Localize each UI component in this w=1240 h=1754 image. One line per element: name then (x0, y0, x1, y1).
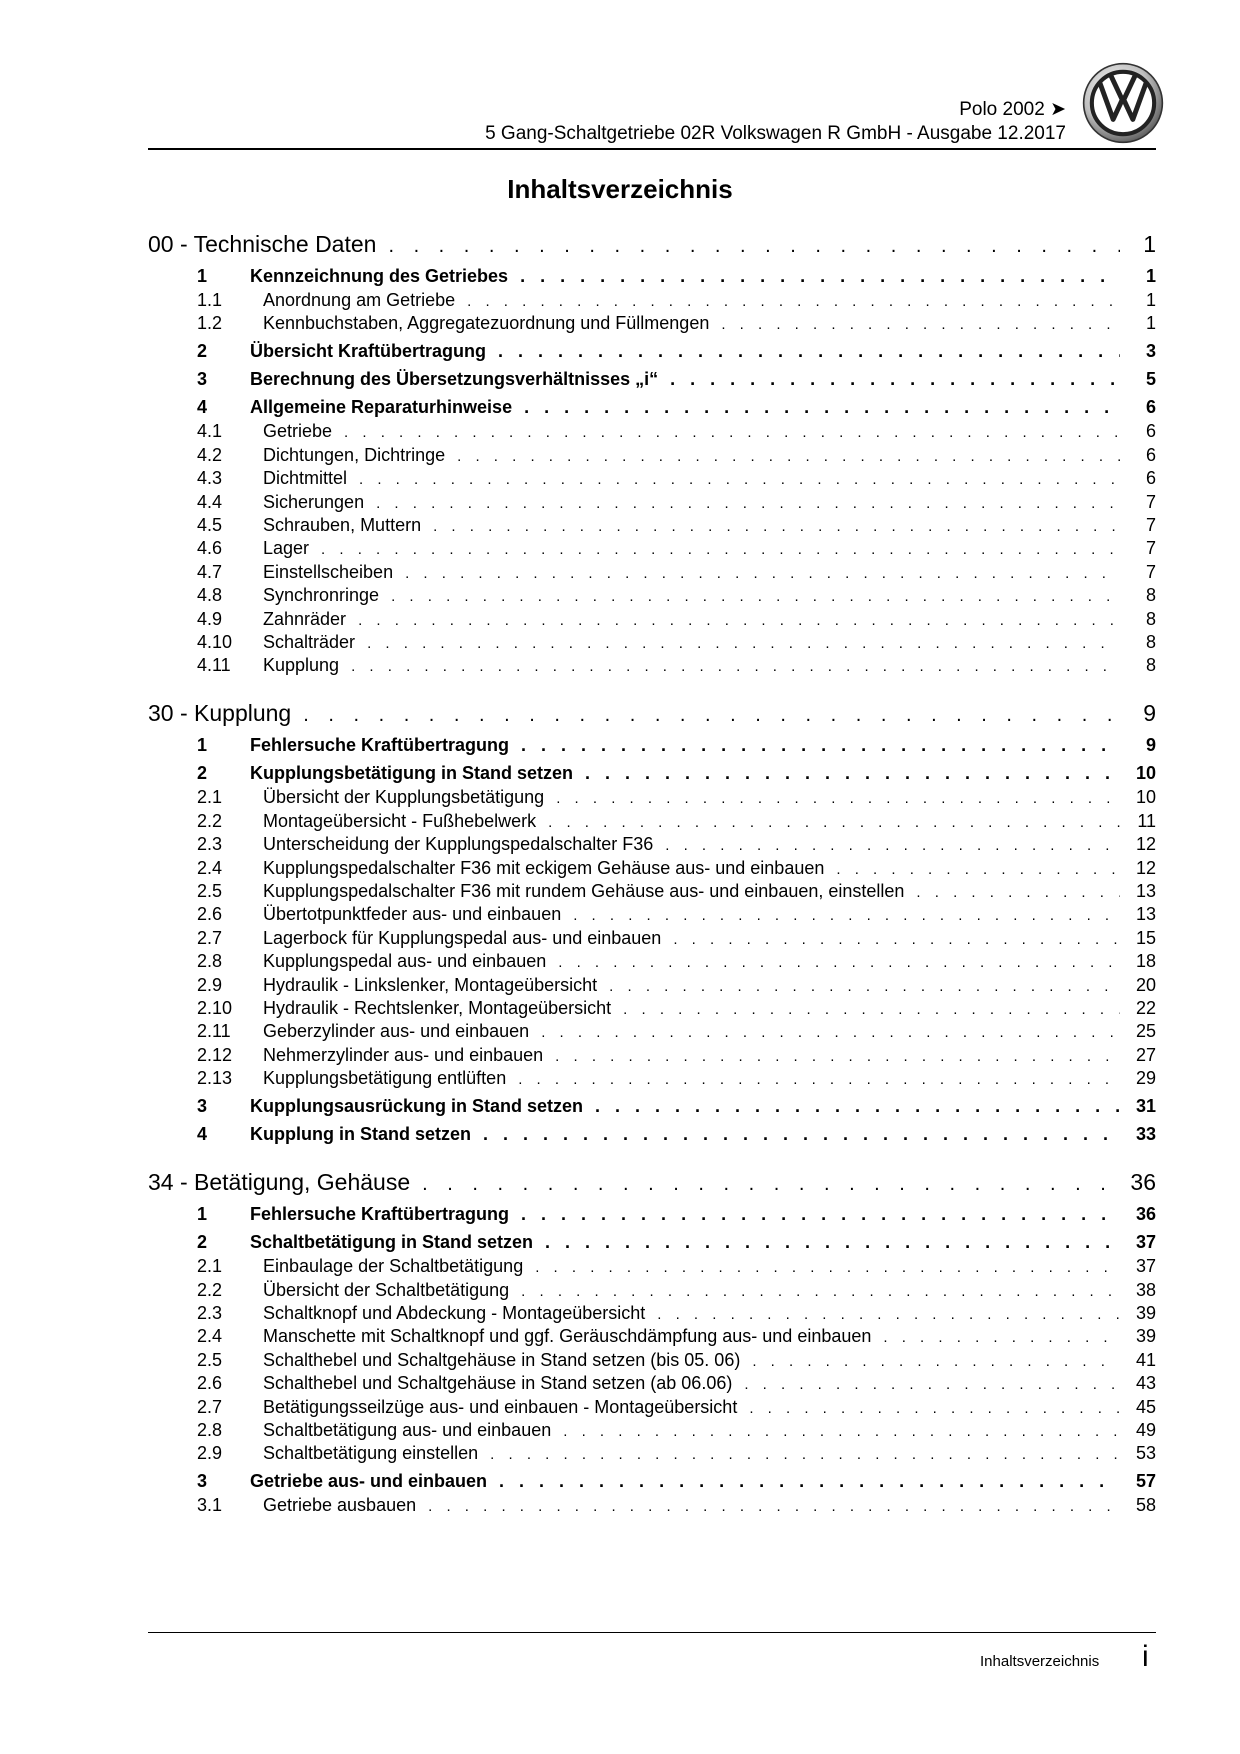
toc-page-number: 18 (1135, 951, 1156, 972)
toc-number: 2.8 (197, 951, 223, 972)
toc-number: 1.2 (197, 313, 223, 334)
toc-subsection[interactable] (148, 419, 1156, 443)
toc-number: 1 (197, 266, 208, 286)
toc-page-number: 22 (1135, 998, 1156, 1018)
toc-subsection[interactable] (148, 856, 1156, 880)
toc-subsection[interactable] (148, 583, 1156, 607)
toc-page-number: 1 (1145, 266, 1156, 286)
toc-page-number: 1 (1145, 290, 1156, 310)
toc-page-number: 38 (1135, 1279, 1156, 1300)
toc-title: Getriebe ausbauen (263, 1495, 417, 1516)
toc-page-number: 39 (1135, 1326, 1156, 1347)
toc-number: 4.8 (197, 585, 223, 606)
toc-leader-dots (457, 445, 1120, 469)
toc-page-number: 7 (1145, 515, 1156, 535)
toc-page-number: 7 (1145, 538, 1156, 559)
toc-subsection[interactable] (148, 1043, 1156, 1067)
toc-page-number: 57 (1135, 1471, 1156, 1492)
toc-page-number: 53 (1135, 1443, 1156, 1464)
toc-page-number: 3 (1145, 341, 1156, 362)
toc-page-number: 6 (1145, 468, 1156, 489)
toc-title: Übersicht der Kupplungsbetätigung (263, 787, 545, 808)
toc-title: Schaltknopf und Abdeckung - Montageübersicht (263, 1303, 646, 1323)
toc-number: 3.1 (197, 1495, 223, 1516)
toc-section[interactable] (148, 1469, 1156, 1493)
toc-leader-dots (558, 951, 1120, 975)
toc-leader-dots (359, 468, 1120, 492)
toc-page-number: 9 (1143, 700, 1156, 727)
toc-title: Allgemeine Reparaturhinweise (250, 397, 513, 418)
toc-page-number: 13 (1135, 881, 1156, 901)
toc-section[interactable] (148, 264, 1156, 288)
toc-number: 2.13 (197, 1068, 233, 1089)
toc-leader-dots (541, 1021, 1120, 1045)
toc-leader-dots (344, 421, 1120, 445)
toc-subsection[interactable] (148, 996, 1156, 1020)
toc-page-number: 6 (1145, 444, 1156, 465)
toc-number: 4.9 (197, 608, 223, 629)
toc-number: 2 (197, 341, 208, 362)
toc-page-number: 8 (1145, 632, 1156, 652)
toc-leader-dots (665, 834, 1120, 858)
toc-leader-dots (749, 1397, 1120, 1421)
toc-title: Sicherungen (263, 491, 365, 512)
toc-title: Geberzylinder aus- und einbauen (263, 1021, 530, 1042)
toc-leader-dots (721, 313, 1120, 337)
toc-number: 4.7 (197, 561, 223, 582)
toc-title: Kupplungsbetätigung entlüften (263, 1068, 507, 1089)
toc-title: Anordnung am Getriebe (263, 290, 456, 310)
toc-leader-dots (623, 998, 1120, 1022)
toc-number: 2 (197, 1232, 208, 1253)
toc-number: 2 (197, 763, 208, 784)
toc-page-number: 36 (1130, 1169, 1156, 1196)
footer-page-number: i (1142, 1640, 1149, 1673)
toc-subsection[interactable] (148, 1418, 1156, 1442)
toc-leader-dots (499, 1469, 1120, 1493)
toc-leader-dots (520, 264, 1120, 288)
toc-subsection[interactable] (148, 607, 1156, 631)
toc-leader-dots (422, 1169, 1120, 1199)
toc-subsection[interactable] (148, 1066, 1156, 1090)
toc-title: Einbaulage der Schaltbetätigung (263, 1256, 524, 1277)
toc-number: 2.2 (197, 810, 223, 831)
toc-page-number: 58 (1135, 1495, 1156, 1516)
toc-number: 4.6 (197, 538, 223, 559)
toc-subsection[interactable] (148, 879, 1156, 903)
toc-chapter[interactable] (148, 698, 1156, 728)
toc-leader-dots (428, 1495, 1120, 1519)
toc-leader-dots (521, 1202, 1120, 1226)
toc-subsection[interactable] (148, 902, 1156, 926)
toc-leader-dots (609, 975, 1120, 999)
toc-number: 2.10 (197, 998, 233, 1018)
toc-page-number: 33 (1135, 1124, 1156, 1145)
toc-page-number: 7 (1145, 561, 1156, 582)
toc-number: 2.6 (197, 904, 223, 925)
toc-number: 2.1 (197, 787, 223, 808)
model-label: Polo 2002 ➤ (959, 99, 1066, 120)
document-header (148, 98, 1066, 146)
toc-title: Nehmerzylinder aus- und einbauen (263, 1044, 544, 1065)
toc-page-number: 37 (1135, 1256, 1156, 1277)
toc-number: 4.5 (197, 515, 223, 535)
toc-number: 1 (197, 735, 208, 756)
toc-subsection[interactable] (148, 1324, 1156, 1348)
toc-leader-dots (388, 231, 1120, 261)
toc-number: 2.3 (197, 834, 223, 855)
toc-title: Schaltbetätigung aus- und einbauen (263, 1420, 552, 1440)
toc-page-number: 45 (1135, 1396, 1156, 1417)
toc-page-number: 49 (1135, 1420, 1156, 1440)
toc-title: Unterscheidung der Kupplungspedalschalter F36 (263, 834, 654, 855)
toc-leader-dots (521, 1280, 1120, 1304)
toc-subsection[interactable] (148, 630, 1156, 654)
toc-page-number: 43 (1135, 1373, 1156, 1394)
toc-number: 4.2 (197, 444, 223, 465)
toc-number: 2.8 (197, 1420, 223, 1440)
toc-title: Fehlersuche Kraftübertragung (250, 1204, 510, 1225)
toc-subsection[interactable] (148, 560, 1156, 584)
toc-title: Schalträder (263, 632, 356, 652)
toc-number: 3 (197, 369, 208, 390)
vw-logo-icon (1082, 62, 1164, 144)
toc-page-number: 29 (1135, 1068, 1156, 1089)
toc-leader-dots (405, 562, 1120, 586)
toc-title: Fehlersuche Kraftübertragung (250, 735, 510, 756)
toc-number: 2.7 (197, 1396, 223, 1417)
toc-page-number: 31 (1135, 1096, 1156, 1117)
toc-subsection[interactable] (148, 1254, 1156, 1278)
toc-leader-dots (670, 367, 1120, 391)
toc-title: Schrauben, Muttern (263, 515, 422, 535)
toc-page-number: 13 (1135, 904, 1156, 925)
toc-subsection[interactable] (148, 653, 1156, 677)
toc-subsection[interactable] (148, 1371, 1156, 1395)
toc-title: Übertotpunktfeder aus- und einbauen (263, 904, 562, 925)
toc-subsection[interactable] (148, 311, 1156, 335)
toc-page-number: 10 (1135, 763, 1156, 784)
toc-leader-dots (555, 1045, 1120, 1069)
toc-title: Kennzeichnung des Getriebes (250, 266, 509, 286)
toc-page-number: 39 (1135, 1303, 1156, 1323)
toc-page-number: 9 (1145, 735, 1156, 756)
toc-page-number: 36 (1135, 1204, 1156, 1225)
toc-number: 1 (197, 1204, 208, 1225)
toc-section[interactable] (148, 367, 1156, 391)
toc-subsection[interactable] (148, 490, 1156, 514)
toc-page-number: 8 (1145, 655, 1156, 676)
toc-leader-dots (744, 1373, 1120, 1397)
toc-subsection[interactable] (148, 1348, 1156, 1372)
toc-title: Schalthebel und Schaltgehäuse in Stand setzen (ab 06.06) (263, 1373, 733, 1394)
toc-leader-dots (573, 904, 1120, 928)
toc-section[interactable] (148, 761, 1156, 785)
toc-leader-dots (752, 1350, 1120, 1374)
toc-subsection[interactable] (148, 1278, 1156, 1302)
toc-leader-dots (548, 811, 1120, 835)
toc-number: 2.9 (197, 1443, 223, 1464)
toc-number: 3 (197, 1471, 208, 1492)
toc-title: Kupplungspedalschalter F36 mit eckigem Gehäuse aus- und einbauen (263, 857, 825, 878)
toc-section[interactable] (148, 1230, 1156, 1254)
toc-page-number: 20 (1135, 974, 1156, 995)
toc-title: Hydraulik - Linkslenker, Montageübersicht (263, 974, 598, 995)
toc-number: 4.4 (197, 491, 223, 512)
toc-title: Kupplungsbetätigung in Stand setzen (250, 763, 573, 784)
toc-title: Schaltbetätigung in Stand setzen (250, 1232, 534, 1253)
toc-title: Kupplung in Stand setzen (250, 1124, 471, 1145)
toc-leader-dots (563, 1420, 1120, 1444)
toc-leader-dots (657, 1303, 1120, 1327)
toc-leader-dots (524, 395, 1120, 419)
toc-leader-dots (376, 492, 1120, 516)
toc-leader-dots (585, 761, 1120, 785)
toc-number: 34 - Betätigung, Gehäuse (148, 1169, 411, 1196)
toc-title: Schalthebel und Schaltgehäuse in Stand setzen (bis 05. 06) (263, 1349, 741, 1370)
toc-number: 2.9 (197, 974, 223, 995)
toc-title: Dichtmittel (263, 468, 348, 489)
toc-title: Einstellscheiben (263, 561, 394, 582)
toc-number: 00 - Technische Daten (148, 231, 377, 257)
toc-leader-dots (467, 290, 1120, 314)
toc-title: Kennbuchstaben, Aggregatezuordnung und Füllmengen (263, 313, 710, 334)
toc-title: Manschette mit Schaltknopf und ggf. Geräuschdämpfung aus- und einbauen (263, 1326, 872, 1347)
toc-number: 2.4 (197, 1326, 223, 1347)
toc-number: 2.1 (197, 1256, 223, 1277)
toc-subsection[interactable] (148, 466, 1156, 490)
toc-number: 4 (197, 397, 208, 418)
toc-page-number: 1 (1145, 313, 1156, 334)
toc-subsection[interactable] (148, 1301, 1156, 1325)
toc-title: Getriebe aus- und einbauen (250, 1471, 488, 1492)
header-divider (148, 148, 1156, 150)
toc-page-number: 25 (1135, 1021, 1156, 1042)
toc-number: 2.5 (197, 881, 223, 901)
toc-title: Synchronringe (263, 585, 380, 606)
toc-leader-dots (883, 1326, 1120, 1350)
toc-leader-dots (498, 339, 1120, 363)
toc-page-number: 27 (1135, 1044, 1156, 1065)
toc-number: 4.10 (197, 632, 233, 652)
toc-title: Kupplungspedal aus- und einbauen (263, 951, 547, 972)
toc-number: 2.7 (197, 927, 223, 948)
toc-leader-dots (490, 1443, 1120, 1467)
toc-page-number: 6 (1145, 397, 1156, 418)
toc-page-number: 5 (1145, 369, 1156, 390)
toc-page-number: 7 (1145, 491, 1156, 512)
toc-subsection[interactable] (148, 926, 1156, 950)
toc-number: 3 (197, 1096, 208, 1117)
document-subtitle: 5 Gang-Schaltgetriebe 02R Volkswagen R GmbH - Ausgabe 12.2017 (485, 123, 1066, 144)
toc-title: Übersicht der Schaltbetätigung (263, 1279, 510, 1300)
toc-leader-dots (483, 1122, 1120, 1146)
toc-title: Zahnräder (263, 608, 347, 629)
toc-leader-dots (367, 632, 1120, 656)
toc-page-number: 41 (1135, 1349, 1156, 1370)
toc-number: 2.4 (197, 857, 223, 878)
toc-leader-dots (535, 1256, 1120, 1280)
toc-title: Getriebe (263, 421, 333, 442)
toc-subsection[interactable] (148, 785, 1156, 809)
toc-number: 2.11 (197, 1021, 231, 1042)
toc-title: Montageübersicht - Fußhebelwerk (263, 810, 537, 831)
toc-leader-dots (673, 928, 1120, 952)
toc-section[interactable] (148, 395, 1156, 419)
toc-subsection[interactable] (148, 536, 1156, 560)
toc-subsection[interactable] (148, 1441, 1156, 1465)
toc-leader-dots (391, 585, 1120, 609)
toc-number: 1.1 (197, 290, 223, 310)
toc-subsection[interactable] (148, 1493, 1156, 1517)
toc-section[interactable] (148, 733, 1156, 757)
toc-number: 2.5 (197, 1349, 223, 1370)
toc-page-number: 6 (1145, 421, 1156, 442)
toc-subsection[interactable] (148, 1395, 1156, 1419)
footer-label: Inhaltsverzeichnis (980, 1653, 1100, 1670)
toc-subsection[interactable] (148, 1019, 1156, 1043)
toc-leader-dots (518, 1068, 1120, 1092)
toc-title: Kupplungsausrückung in Stand setzen (250, 1096, 584, 1117)
toc-leader-dots (595, 1094, 1120, 1118)
toc-page-number: 37 (1135, 1232, 1156, 1253)
toc-page-number: 11 (1137, 810, 1156, 831)
toc-leader-dots (358, 609, 1120, 633)
toc-subsection[interactable] (148, 949, 1156, 973)
toc-number: 4 (197, 1124, 208, 1145)
toc-title: Schaltbetätigung einstellen (263, 1443, 479, 1464)
toc-page-number: 8 (1145, 585, 1156, 606)
toc-number: 4.11 (197, 655, 231, 676)
toc-leader-dots (836, 858, 1120, 882)
toc-number: 2.6 (197, 1373, 223, 1394)
toc-chapter[interactable] (148, 229, 1156, 259)
toc-title: Lagerbock für Kupplungspedal aus- und einbauen (263, 927, 662, 948)
toc-subsection[interactable] (148, 288, 1156, 312)
toc-page-number: 15 (1135, 927, 1156, 948)
toc-section[interactable] (148, 339, 1156, 363)
toc-chapter[interactable] (148, 1167, 1156, 1197)
toc-page-number: 12 (1135, 834, 1156, 855)
footer-divider (148, 1632, 1156, 1633)
toc-title: Lager (263, 538, 310, 559)
toc-title: Übersicht Kraftübertragung (250, 341, 487, 362)
toc-subsection[interactable] (148, 809, 1156, 833)
toc-leader-dots (556, 787, 1120, 811)
toc-section[interactable] (148, 1122, 1156, 1146)
toc-page-number: 12 (1135, 857, 1156, 878)
toc-number: 2.12 (197, 1044, 233, 1065)
toc-number: 2.3 (197, 1303, 223, 1323)
toc-title: Dichtungen, Dichtringe (263, 444, 446, 465)
page-title: Inhaltsverzeichnis (507, 174, 733, 204)
toc-subsection[interactable] (148, 973, 1156, 997)
toc-number: 4.1 (197, 421, 223, 442)
toc-title: Betätigungsseilzüge aus- und einbauen - Montageübersicht (263, 1396, 738, 1417)
toc-number: 4.3 (197, 468, 223, 489)
toc-leader-dots (521, 733, 1120, 757)
toc-subsection[interactable] (148, 513, 1156, 537)
toc-leader-dots (321, 538, 1120, 562)
toc-title: Kupplungspedalschalter F36 mit rundem Gehäuse aus- und einbauen, einstellen (263, 881, 905, 901)
toc-leader-dots (303, 700, 1120, 730)
toc-section[interactable] (148, 1202, 1156, 1226)
toc-page-number: 10 (1135, 787, 1156, 808)
toc-leader-dots (916, 881, 1120, 905)
toc-subsection[interactable] (148, 832, 1156, 856)
toc-section[interactable] (148, 1094, 1156, 1118)
toc-title: Kupplung (263, 655, 340, 676)
toc-title: Hydraulik - Rechtslenker, Montageübersicht (263, 998, 612, 1018)
toc-number: 30 - Kupplung (148, 700, 292, 727)
toc-leader-dots (545, 1230, 1120, 1254)
toc-subsection[interactable] (148, 443, 1156, 467)
toc-leader-dots (351, 655, 1120, 679)
toc-number: 2.2 (197, 1279, 223, 1300)
toc-leader-dots (433, 515, 1120, 539)
toc-page-number: 1 (1143, 231, 1156, 257)
toc-title: Berechnung des Übersetzungsverhältnisses „i“ (250, 369, 659, 390)
toc-page-number: 8 (1145, 608, 1156, 629)
